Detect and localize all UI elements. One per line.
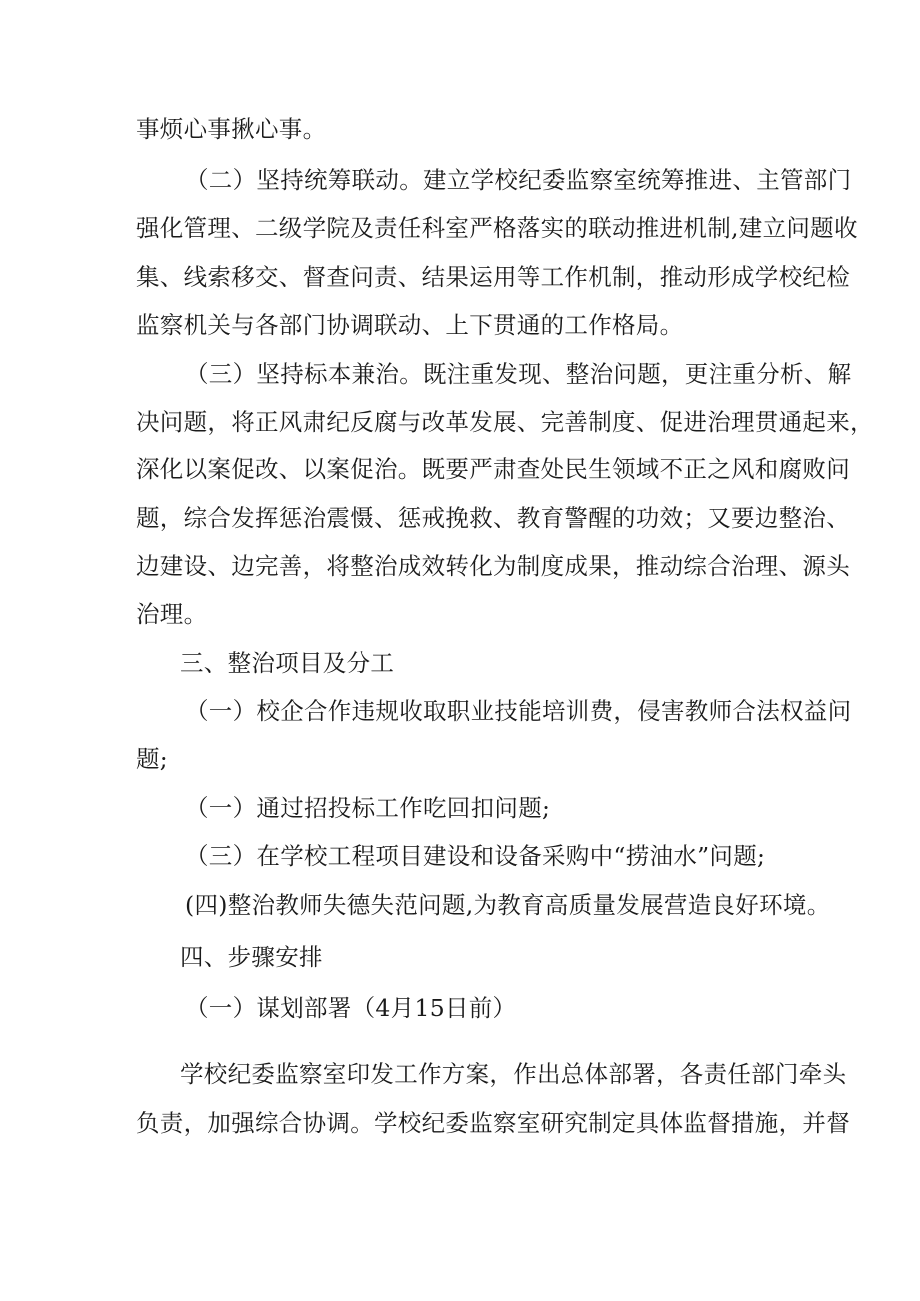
- text-line: 题，综合发挥惩治震慑、惩戒挽救、教育警醒的功效；又要边整治、: [136, 504, 850, 532]
- text-line: 强化管理、二级学院及责任科室严格落实的联动推进机制,建立问题收: [136, 214, 858, 242]
- text-line: (四)整治教师失德失范问题,为教育高质量发展营造良好环境。: [185, 891, 831, 919]
- section-heading: 四、步骤安排: [180, 943, 323, 971]
- text-line: 负责，加强综合协调。学校纪委监察室研究制定具体监督措施，并督: [136, 1109, 850, 1137]
- text-line: 学校纪委监察室印发工作方案，作出总体部署，各责任部门牵头: [180, 1060, 847, 1088]
- text-line: （三）坚持标本兼治。既注重发现、整治问题，更注重分析、解: [185, 360, 852, 388]
- text-line: 治理。: [136, 600, 208, 628]
- text-line: （二）坚持统筹联动。建立学校纪委监察室统筹推进、主管部门: [185, 166, 852, 194]
- text-line: 深化以案促改、以案促治。既要严肃查处民生领域不正之风和腐败问: [136, 455, 850, 483]
- text-line: 事烦心事揪心事。: [136, 115, 327, 143]
- text-line: 决问题，将正风肃纪反腐与改革发展、完善制度、促进治理贯通起来，: [136, 408, 874, 436]
- text-line: （一）谋划部署（4月15日前）: [185, 994, 517, 1022]
- text-line: 边建设、边完善，将整治成效转化为制度成果，推动综合治理、源头: [136, 552, 850, 580]
- text-line: （一）通过招投标工作吃回扣问题;: [185, 794, 551, 822]
- text-line: （三）在学校工程项目建设和设备采购中“捞油水”问题;: [185, 842, 766, 870]
- text-line: 监察机关与各部门协调联动、上下贯通的工作格局。: [136, 311, 684, 339]
- text-line: 题;: [136, 745, 169, 773]
- text-line: 集、线索移交、督查问责、结果运用等工作机制，推动形成学校纪检: [136, 263, 850, 291]
- text-line: （一）校企合作违规收取职业技能培训费，侵害教师合法权益问: [185, 697, 852, 725]
- section-heading: 三、整治项目及分工: [180, 649, 395, 677]
